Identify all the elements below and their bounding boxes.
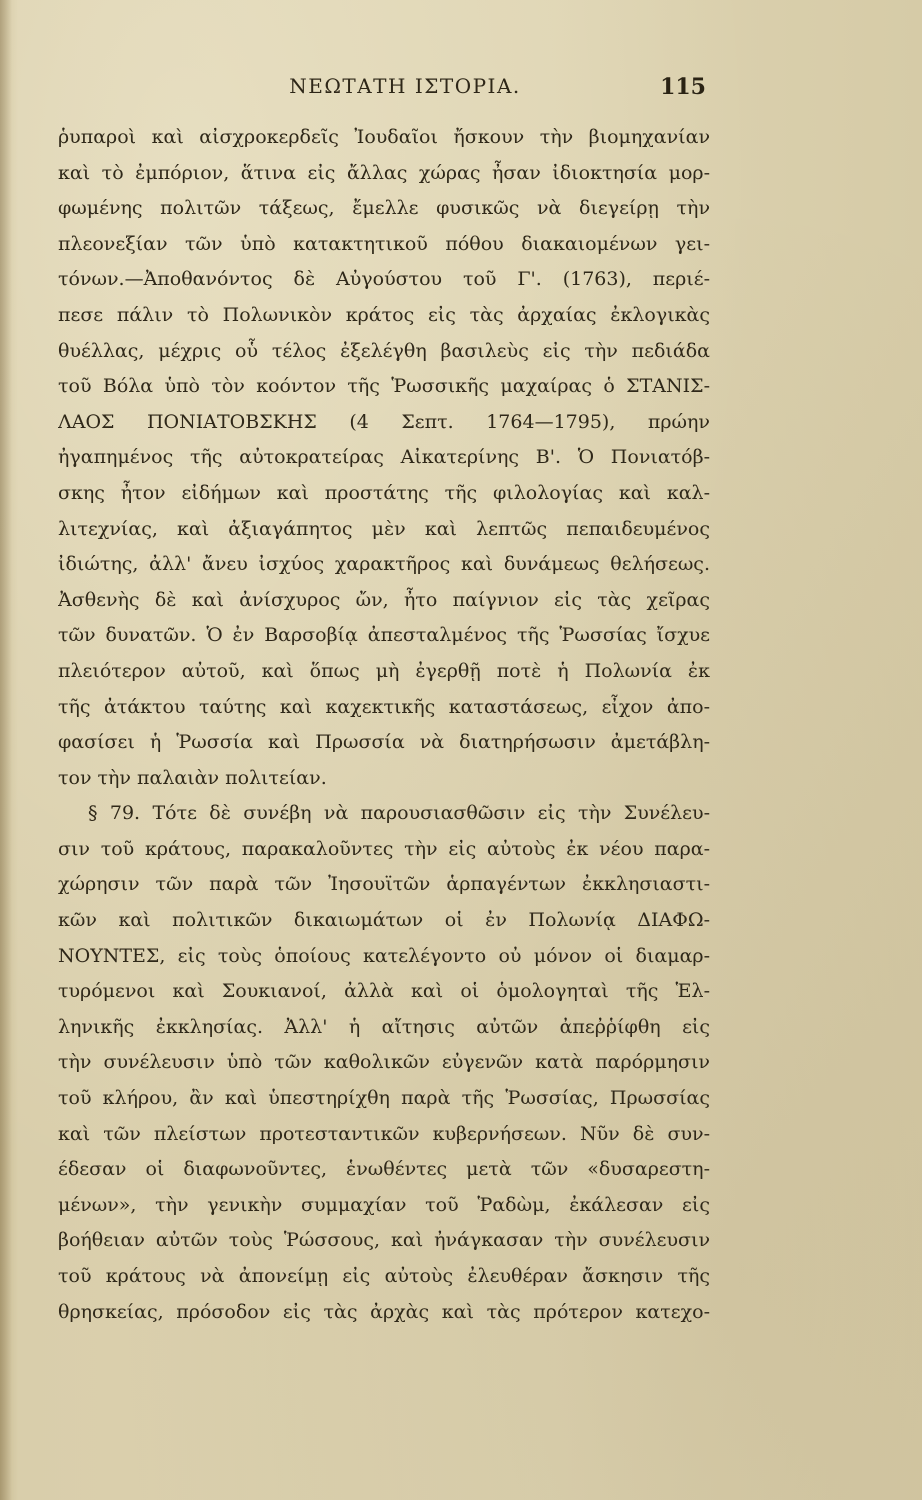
paragraph-end-line: τον τὴν παλαιὰν πολιτείαν. (58, 766, 327, 789)
text-line: Ἀσθενὴς δὲ καὶ ἀνίσχυρος ὤν, ἦτο παίγνιον εἰς τὰς χεῖρας (58, 588, 710, 611)
text-line: ἰδιώτης, ἀλλ' ἄνευ ἰσχύος χαρακτῆρος καὶ δυνάμεως θελήσεως. (58, 553, 710, 576)
text-line: τοῦ κλήρου, ἂν καὶ ὑπεστηρίχθη παρὰ τῆς Ῥωσσίας, Πρωσσίας (58, 1087, 710, 1110)
text-line: σκης ἦτον εἰδήμων καὶ προστάτης τῆς φιλολογίας καὶ καλ- (58, 481, 710, 504)
text-line: πλεονεξίαν τῶν ὑπὸ κατακτητικοῦ πόθου διακαιομένων γει- (58, 232, 710, 255)
text-line: ῥυπαροὶ καὶ αἰσχροκερδεῖς Ἰουδαῖοι ἤσκουν τὴν βιομηχανίαν (58, 126, 710, 148)
text-line: λιτεχνίας, καὶ ἀξιαγάπητος μὲν καὶ λεπτῶς πεπαιδευμένος (58, 517, 710, 540)
text-line: έδεσαν οἱ διαφωνοῦντες, ἑνωθέντες μετὰ τῶν «δυσαρεστη- (58, 1158, 710, 1181)
text-line: θρησκείας, πρόσοδον εἰς τὰς ἀρχὰς καὶ τὰς πρότερον κατεχο- (58, 1300, 710, 1323)
text-line: μένων», τὴν γενικὴν συμμαχίαν τοῦ Ῥαδὼμ, ἐκάλεσαν εἰς (58, 1193, 710, 1216)
text-line: τῆς ἀτάκτου ταύτης καὶ καχεκτικῆς καταστάσεως, εἶχον ἀπο- (58, 695, 710, 718)
text-line: ΝΟΥΝΤΕΣ, εἰς τοὺς ὁποίους κατελέγοντο οὐ μόνον οἱ διαμαρ- (58, 944, 710, 967)
text-line: πλειότερον αὐτοῦ, καὶ ὅπως μὴ ἐγερθῇ ποτὲ ἡ Πολωνία ἐκ (58, 659, 710, 682)
page-number: 115 (660, 74, 706, 100)
text-line: τῶν δυνατῶν. Ὁ ἐν Βαρσοβίᾳ ἀπεσταλμένος τῆς Ῥωσσίας ἴσχυε (58, 624, 710, 647)
page-gutter-shadow (0, 0, 12, 1500)
text-line: χώρησιν τῶν παρὰ τῶν Ἰησουϊτῶν ἁρπαγέντων ἐκκλησιαστι- (58, 873, 710, 896)
text-line: σιν τοῦ κράτους, παρακαλοῦντες τὴν εἰς αὐτοὺς ἐκ νέου παρα- (58, 837, 710, 860)
text-line: κῶν καὶ πολιτικῶν δικαιωμάτων οἱ ἐν Πολωνίᾳ ΔΙΑΦΩ- (58, 909, 710, 932)
text-line: τοῦ κράτους νὰ ἀπονείμῃ εἰς αὐτοὺς ἐλευθέραν ἄσκησιν τῆς (58, 1265, 710, 1287)
section-heading-line: § 79. Τότε δὲ συνέβη νὰ παρουσιασθῶσιν εἰς τὴν Συνέλευ- (88, 802, 710, 825)
text-line: καὶ τὸ ἐμπόριον, ἅτινα εἰς ἄλλας χώρας ἦσαν ἰδιοκτησία μορ- (58, 161, 710, 184)
page-header (0, 74, 922, 104)
text-line: φωμένης πολιτῶν τάξεως, ἔμελλε φυσικῶς νὰ διεγείρῃ τὴν (58, 197, 710, 220)
text-line: ληνικῆς ἐκκλησίας. Ἀλλ' ἡ αἴτησις αὐτῶν ἀπεῤῥίφθη εἰς (58, 1015, 710, 1038)
text-line: θυέλλας, μέχρις οὗ τέλος ἐξελέγθη βασιλεὺς εἰς τὴν πεδιάδα (58, 339, 710, 362)
text-line: βοήθειαν αὐτῶν τοὺς Ῥώσσους, καὶ ἠνάγκασαν τὴν συνέλευσιν (58, 1229, 710, 1252)
text-line: ἠγαπημένος τῆς αὐτοκρατείρας Αἰκατερίνης Β'. Ὁ Πονιατόβ- (58, 446, 710, 469)
text-line: καὶ τῶν πλείστων προτεσταντικῶν κυβερνήσεων. Νῦν δὲ συν- (58, 1122, 710, 1145)
running-title: ΝΕΩΤΑΤΗ ΙΣΤΟΡΙΑ. (289, 74, 521, 98)
text-line: τυρόμενοι καὶ Σουκιανοί, ἀλλὰ καὶ οἱ ὁμολογηταὶ τῆς Ἑλ- (58, 980, 710, 1003)
text-line: πεσε πάλιν τὸ Πολωνικὸν κράτος εἰς τὰς ἀρχαίας ἐκλογικὰς (58, 303, 710, 326)
text-line: φασίσει ἡ Ῥωσσία καὶ Πρωσσία νὰ διατηρήσωσιν ἀμετάβλη- (58, 731, 710, 754)
text-line: τοῦ Βόλα ὑπὸ τὸν κοόντον τῆς Ῥωσσικῆς μαχαίρας ὁ ΣΤΑΝΙΣ- (58, 375, 710, 398)
body-text (58, 120, 710, 1330)
text-line: ΛΑΟΣ ΠΟΝΙΑΤΟΒΣΚΗΣ (4 Σεπτ. 1764—1795), πρώην (58, 410, 710, 433)
text-line: τὴν συνέλευσιν ὑπὸ τῶν καθολικῶν εὐγενῶν κατὰ παρόρμησιν (58, 1051, 710, 1074)
text-line: τόνων.—Ἀποθανόντος δὲ Αὐγούστου τοῦ Γ'. (1763), περιέ- (58, 268, 710, 291)
